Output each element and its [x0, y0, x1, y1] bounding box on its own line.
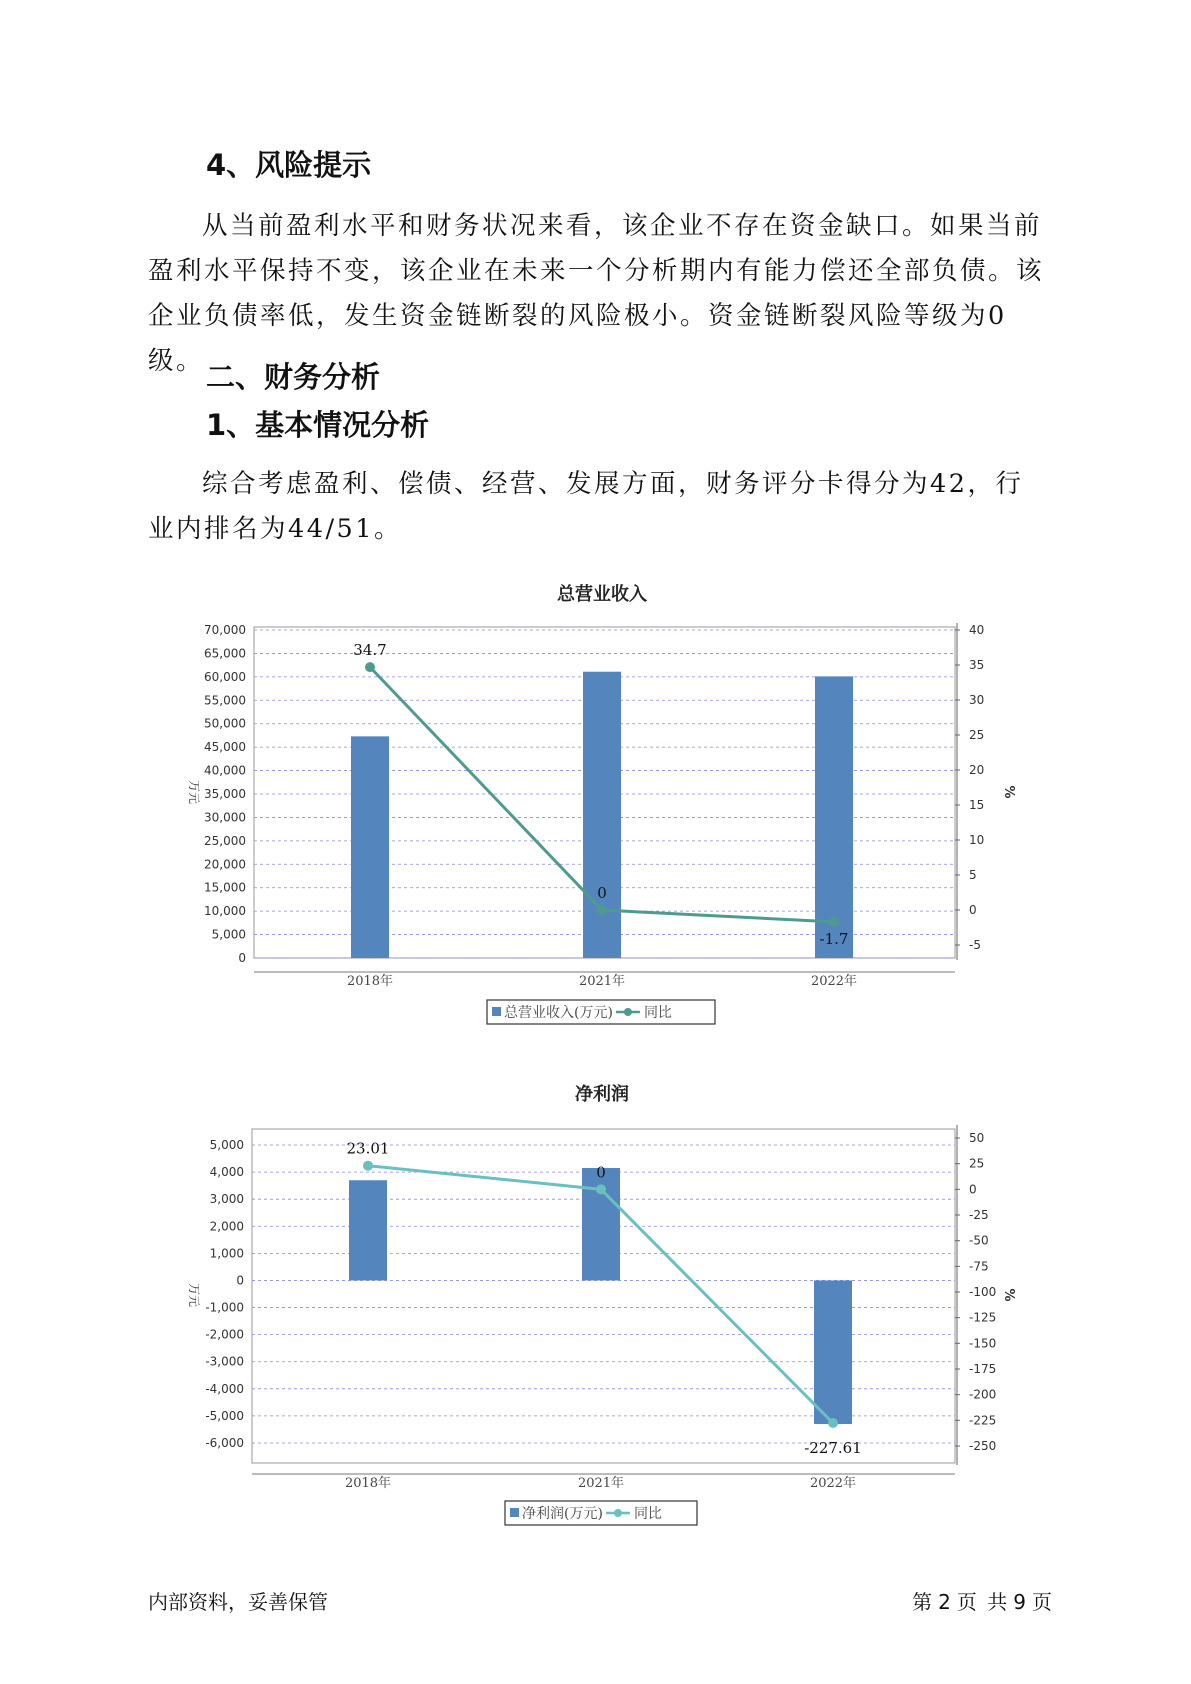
yoy-point: [597, 905, 607, 915]
yoy-point: [365, 662, 375, 672]
y2-axis-label: %: [1001, 1288, 1016, 1302]
y2-tick-label: 5: [969, 868, 977, 882]
legend-line-marker: [624, 1008, 632, 1016]
y2-tick-label: 0: [969, 903, 977, 917]
legend-bar-swatch: [510, 1508, 519, 1517]
y2-tick-label: -5: [969, 938, 981, 952]
y-tick-label: -3,000: [205, 1354, 244, 1369]
page-prefix: 第: [912, 1590, 933, 1614]
y2-axis-label: %: [1001, 785, 1016, 799]
y-tick-label: 25,000: [204, 833, 246, 848]
legend-bar-label: 总营业收入(万元): [504, 1005, 613, 1021]
y-tick-label: -5,000: [205, 1408, 244, 1423]
y2-tick-label: -225: [969, 1413, 997, 1428]
legend-line-marker: [614, 1509, 622, 1517]
y2-tick-label: -125: [969, 1310, 997, 1325]
data-label: 0: [596, 1163, 606, 1182]
y-tick-label: 45,000: [204, 740, 246, 755]
bar: [583, 672, 621, 958]
x-tick-label: 2018年: [346, 974, 394, 989]
y2-tick-label: -75: [969, 1259, 989, 1274]
risk-paragraph: 从当前盈利水平和财务状况来看，该企业不存在资金缺口。如果当前盈利水平保持不变，该企业在未来一个分析期内有能力偿还全部负债。该企业负债率低，发生资金链断裂的风险极小。资金链断裂风险等级为0级。: [148, 211, 1045, 376]
y2-tick-label: -250: [969, 1439, 997, 1453]
data-label: -227.61: [804, 1439, 862, 1458]
y2-tick-label: 25: [969, 1156, 985, 1171]
y-tick-label: 5,000: [211, 927, 246, 942]
page-number: 2: [938, 1590, 951, 1614]
bar: [815, 676, 853, 958]
bar: [349, 1180, 387, 1280]
yoy-point: [829, 917, 839, 927]
x-tick-label: 2021年: [578, 974, 626, 989]
risk-heading: 4、风险提示: [206, 148, 372, 182]
y2-tick-label: -50: [969, 1233, 989, 1248]
y2-tick-label: 25: [969, 728, 985, 742]
y-tick-label: 40,000: [204, 763, 246, 778]
total-pages: 9: [1013, 1590, 1026, 1614]
y-tick-label: 55,000: [204, 693, 246, 708]
x-tick-label: 2018年: [344, 1476, 392, 1491]
data-label: -1.7: [819, 929, 849, 948]
x-tick-label: 2022年: [810, 974, 858, 989]
footer-page-info: [909, 1586, 1055, 1615]
data-label: 23.01: [346, 1139, 390, 1158]
y2-tick-label: -150: [969, 1336, 997, 1351]
y-tick-label: 70,000: [204, 623, 246, 637]
page-suffix: 页: [1032, 1590, 1052, 1614]
y2-tick-label: 20: [969, 763, 985, 777]
y2-tick-label: -200: [969, 1387, 997, 1402]
y-tick-label: 4,000: [209, 1165, 244, 1180]
yoy-point: [596, 1184, 606, 1194]
y-tick-label: 0: [238, 951, 246, 965]
data-label: 0: [597, 884, 607, 902]
y2-tick-label: -175: [969, 1362, 997, 1376]
y-tick-label: 1,000: [209, 1246, 244, 1261]
footer-confidential: 内部资料，妥善保管: [148, 1590, 328, 1614]
page-mid: 页 共: [956, 1590, 1008, 1614]
y-tick-label: -6,000: [205, 1436, 244, 1450]
y2-tick-label: -100: [969, 1285, 997, 1299]
y-axis-label: 万元: [187, 779, 201, 805]
basic-paragraph: 综合考虑盈利、偿债、经营、发展方面，财务评分卡得分为42，行业内排名为44/51。: [148, 469, 1024, 544]
x-tick-label: 2022年: [809, 1476, 857, 1491]
y-tick-label: 50,000: [204, 716, 246, 731]
legend-line-label: 同比: [643, 1005, 672, 1021]
y-tick-label: 10,000: [204, 904, 246, 919]
data-label: 34.7: [353, 641, 387, 660]
y-tick-label: 15,000: [204, 880, 246, 895]
y-tick-label: 3,000: [209, 1192, 244, 1207]
finance-heading: 二、财务分析: [206, 360, 381, 394]
y-axis-label: 万元: [187, 1282, 201, 1308]
chart-title: 净利润: [575, 1084, 629, 1105]
bar: [814, 1280, 852, 1424]
y-tick-label: -2,000: [205, 1327, 244, 1342]
y-tick-label: 35,000: [204, 787, 246, 801]
y-tick-label: 30,000: [204, 810, 246, 825]
basic-heading: 1、基本情况分析: [206, 408, 430, 442]
y-tick-label: 20,000: [204, 857, 246, 872]
y2-tick-label: -25: [969, 1208, 989, 1222]
y-tick-label: 2,000: [209, 1219, 244, 1234]
y2-tick-label: 10: [969, 833, 985, 847]
y-tick-label: 5,000: [209, 1138, 244, 1152]
y-tick-label: 0: [236, 1273, 244, 1288]
legend-bar-swatch: [492, 1007, 501, 1016]
chart-title: 总营业收入: [557, 584, 647, 605]
y2-tick-label: 30: [969, 693, 985, 707]
bar: [351, 736, 389, 958]
y-tick-label: 60,000: [204, 669, 246, 684]
y2-tick-label: 40: [969, 623, 985, 637]
y-tick-label: -1,000: [205, 1300, 244, 1315]
yoy-point: [828, 1418, 838, 1428]
x-tick-label: 2021年: [577, 1476, 625, 1491]
y2-tick-label: 50: [969, 1131, 985, 1145]
legend-bar-label: 净利润(万元): [522, 1506, 603, 1522]
y-tick-label: -4,000: [205, 1381, 244, 1396]
y2-tick-label: 35: [969, 658, 985, 672]
y2-tick-label: 0: [969, 1182, 977, 1197]
y-tick-label: 65,000: [204, 646, 246, 661]
legend-line-label: 同比: [633, 1506, 662, 1522]
yoy-point: [363, 1161, 373, 1171]
y2-tick-label: 15: [969, 798, 985, 812]
